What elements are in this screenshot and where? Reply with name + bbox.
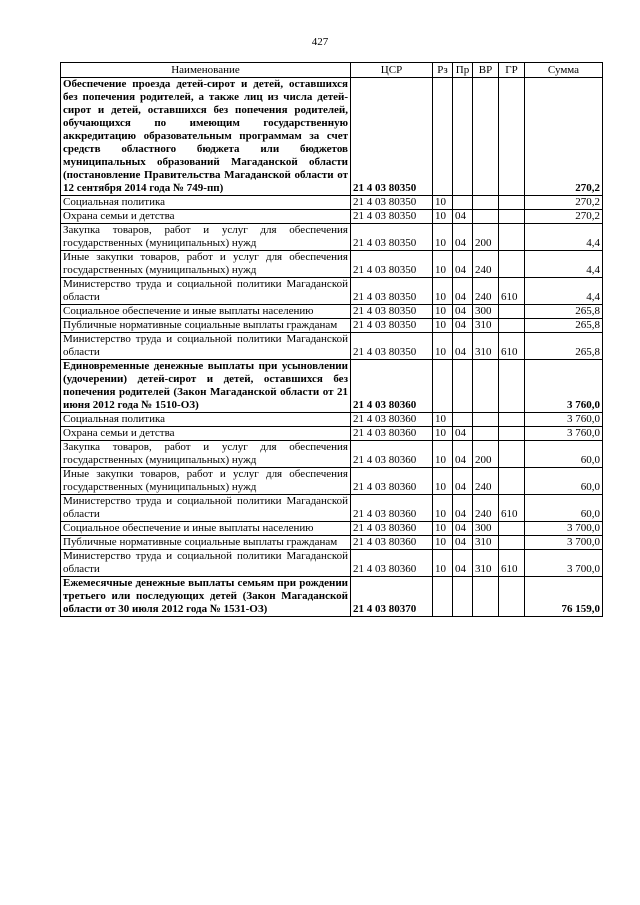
cell-sum: 265,8 — [525, 305, 603, 319]
cell-pr: 04 — [453, 278, 473, 305]
table-row — [61, 550, 603, 577]
cell-name: Социальное обеспечение и иные выплаты населению — [61, 305, 351, 319]
cell-name: Ежемесячные денежные выплаты семьям при рождении третьего или последующих детей (Закон Магаданской области от 30 июля 2012 года № 1531-ОЗ) — [61, 577, 351, 617]
header-name: Наименование — [61, 63, 351, 78]
cell-name: Охрана семьи и детства — [61, 210, 351, 224]
cell-name: Министерство труда и социальной политики Магаданской области — [61, 333, 351, 360]
header-gr: ГР — [499, 63, 525, 78]
cell-pr: 04 — [453, 536, 473, 550]
cell-gr — [499, 577, 525, 617]
cell-rz: 10 — [433, 319, 453, 333]
cell-rz — [433, 577, 453, 617]
budget-table — [60, 62, 603, 617]
table-row — [61, 78, 603, 196]
table-row — [61, 427, 603, 441]
cell-csr: 21 4 03 80360 — [351, 413, 433, 427]
cell-csr: 21 4 03 80350 — [351, 305, 433, 319]
cell-rz: 10 — [433, 495, 453, 522]
table-row — [61, 333, 603, 360]
cell-rz: 10 — [433, 224, 453, 251]
cell-pr: 04 — [453, 522, 473, 536]
cell-rz: 10 — [433, 550, 453, 577]
cell-name: Иные закупки товаров, работ и услуг для обеспечения государственных (муниципальных) нужд — [61, 251, 351, 278]
cell-sum: 265,8 — [525, 319, 603, 333]
cell-pr: 04 — [453, 495, 473, 522]
cell-sum: 3 700,0 — [525, 522, 603, 536]
cell-csr: 21 4 03 80370 — [351, 577, 433, 617]
cell-vr: 310 — [473, 536, 499, 550]
cell-rz: 10 — [433, 468, 453, 495]
cell-pr: 04 — [453, 427, 473, 441]
cell-vr: 240 — [473, 251, 499, 278]
cell-gr — [499, 224, 525, 251]
cell-gr — [499, 536, 525, 550]
cell-sum: 76 159,0 — [525, 577, 603, 617]
cell-vr: 310 — [473, 550, 499, 577]
cell-vr — [473, 210, 499, 224]
cell-pr: 04 — [453, 550, 473, 577]
cell-pr — [453, 577, 473, 617]
table-row — [61, 251, 603, 278]
cell-gr: 610 — [499, 550, 525, 577]
cell-sum: 3 700,0 — [525, 550, 603, 577]
cell-name: Социальное обеспечение и иные выплаты населению — [61, 522, 351, 536]
cell-rz: 10 — [433, 522, 453, 536]
cell-rz — [433, 78, 453, 196]
cell-gr — [499, 251, 525, 278]
header-sum: Сумма — [525, 63, 603, 78]
cell-vr: 310 — [473, 333, 499, 360]
cell-name: Министерство труда и социальной политики Магаданской области — [61, 550, 351, 577]
cell-csr: 21 4 03 80360 — [351, 495, 433, 522]
cell-gr — [499, 522, 525, 536]
table-header — [61, 63, 603, 78]
cell-gr — [499, 427, 525, 441]
cell-pr — [453, 196, 473, 210]
cell-csr: 21 4 03 80350 — [351, 278, 433, 305]
cell-sum: 265,8 — [525, 333, 603, 360]
cell-csr: 21 4 03 80350 — [351, 224, 433, 251]
cell-rz — [433, 360, 453, 413]
cell-vr — [473, 196, 499, 210]
header-rz: Рз — [433, 63, 453, 78]
cell-sum: 3 760,0 — [525, 413, 603, 427]
table-body — [61, 78, 603, 617]
cell-gr: 610 — [499, 278, 525, 305]
cell-vr: 300 — [473, 522, 499, 536]
cell-pr: 04 — [453, 441, 473, 468]
cell-pr: 04 — [453, 468, 473, 495]
cell-pr: 04 — [453, 333, 473, 360]
cell-pr — [453, 413, 473, 427]
cell-gr — [499, 78, 525, 196]
cell-sum: 3 760,0 — [525, 360, 603, 413]
cell-sum: 60,0 — [525, 468, 603, 495]
cell-rz: 10 — [433, 305, 453, 319]
cell-vr: 200 — [473, 224, 499, 251]
table-row — [61, 577, 603, 617]
cell-gr — [499, 210, 525, 224]
table-row — [61, 522, 603, 536]
cell-csr: 21 4 03 80360 — [351, 441, 433, 468]
cell-rz: 10 — [433, 536, 453, 550]
cell-csr: 21 4 03 80360 — [351, 427, 433, 441]
cell-vr — [473, 78, 499, 196]
table-row — [61, 319, 603, 333]
cell-rz: 10 — [433, 251, 453, 278]
cell-csr: 21 4 03 80360 — [351, 468, 433, 495]
cell-sum: 60,0 — [525, 441, 603, 468]
cell-vr: 310 — [473, 319, 499, 333]
cell-rz: 10 — [433, 278, 453, 305]
cell-gr — [499, 468, 525, 495]
cell-csr: 21 4 03 80350 — [351, 319, 433, 333]
cell-vr: 300 — [473, 305, 499, 319]
cell-pr: 04 — [453, 305, 473, 319]
table-row — [61, 224, 603, 251]
cell-gr — [499, 360, 525, 413]
cell-csr: 21 4 03 80360 — [351, 536, 433, 550]
cell-name: Социальная политика — [61, 413, 351, 427]
cell-csr: 21 4 03 80350 — [351, 196, 433, 210]
cell-vr — [473, 413, 499, 427]
cell-pr: 04 — [453, 319, 473, 333]
cell-sum: 3 700,0 — [525, 536, 603, 550]
cell-rz: 10 — [433, 210, 453, 224]
cell-csr: 21 4 03 80360 — [351, 522, 433, 536]
cell-name: Социальная политика — [61, 196, 351, 210]
cell-sum: 270,2 — [525, 78, 603, 196]
cell-sum: 4,4 — [525, 278, 603, 305]
cell-name: Охрана семьи и детства — [61, 427, 351, 441]
cell-csr: 21 4 03 80360 — [351, 550, 433, 577]
cell-gr — [499, 196, 525, 210]
cell-name: Закупка товаров, работ и услуг для обеспечения государственных (муниципальных) нужд — [61, 441, 351, 468]
table-row — [61, 468, 603, 495]
cell-vr: 240 — [473, 468, 499, 495]
cell-sum: 3 760,0 — [525, 427, 603, 441]
cell-gr: 610 — [499, 333, 525, 360]
header-csr: ЦСР — [351, 63, 433, 78]
cell-gr: 610 — [499, 495, 525, 522]
table-row — [61, 210, 603, 224]
cell-name: Иные закупки товаров, работ и услуг для обеспечения государственных (муниципальных) нужд — [61, 468, 351, 495]
table-row — [61, 441, 603, 468]
cell-gr — [499, 319, 525, 333]
cell-gr — [499, 413, 525, 427]
cell-sum: 60,0 — [525, 495, 603, 522]
table-row — [61, 536, 603, 550]
cell-csr: 21 4 03 80350 — [351, 251, 433, 278]
cell-vr — [473, 360, 499, 413]
table-row — [61, 413, 603, 427]
cell-sum: 270,2 — [525, 210, 603, 224]
cell-csr: 21 4 03 80350 — [351, 333, 433, 360]
table-row — [61, 278, 603, 305]
cell-gr — [499, 305, 525, 319]
table-row — [61, 196, 603, 210]
page-number: 427 — [311, 36, 329, 48]
cell-pr — [453, 360, 473, 413]
table-row — [61, 495, 603, 522]
cell-rz: 10 — [433, 196, 453, 210]
header-row — [61, 63, 603, 78]
cell-vr — [473, 577, 499, 617]
cell-rz: 10 — [433, 441, 453, 468]
table-row — [61, 360, 603, 413]
cell-pr: 04 — [453, 251, 473, 278]
cell-csr: 21 4 03 80350 — [351, 78, 433, 196]
cell-sum: 270,2 — [525, 196, 603, 210]
table-row — [61, 305, 603, 319]
cell-name: Публичные нормативные социальные выплаты гражданам — [61, 319, 351, 333]
cell-name: Министерство труда и социальной политики Магаданской области — [61, 495, 351, 522]
cell-csr: 21 4 03 80360 — [351, 360, 433, 413]
cell-name: Единовременные денежные выплаты при усыновлении (удочерении) детей-сирот и детей, оставшихся без попечения родителей (Закон Магаданской области от 21 июня 2012 года № 1510-ОЗ) — [61, 360, 351, 413]
header-pr: Пр — [453, 63, 473, 78]
cell-csr: 21 4 03 80350 — [351, 210, 433, 224]
cell-pr: 04 — [453, 210, 473, 224]
cell-vr — [473, 427, 499, 441]
cell-vr: 200 — [473, 441, 499, 468]
header-vr: ВР — [473, 63, 499, 78]
cell-vr: 240 — [473, 495, 499, 522]
cell-pr — [453, 78, 473, 196]
cell-gr — [499, 441, 525, 468]
cell-name: Обеспечение проезда детей-сирот и детей, оставшихся без попечения родителей, а также лиц из числа детей-сирот и детей, оставшихся без попечения родителей, обучающихся по имеющим государственную аккредитацию образовательным программам за счет средств областного бюджета или бюджетов муниципальных образований Магаданской области (постановление Правительства Магаданской области от 12 сентября 2014 года № 749-пп) — [61, 78, 351, 196]
cell-sum: 4,4 — [525, 224, 603, 251]
cell-rz: 10 — [433, 413, 453, 427]
cell-vr: 240 — [473, 278, 499, 305]
cell-rz: 10 — [433, 427, 453, 441]
cell-rz: 10 — [433, 333, 453, 360]
cell-sum: 4,4 — [525, 251, 603, 278]
cell-pr: 04 — [453, 224, 473, 251]
cell-name: Публичные нормативные социальные выплаты гражданам — [61, 536, 351, 550]
cell-name: Закупка товаров, работ и услуг для обеспечения государственных (муниципальных) нужд — [61, 224, 351, 251]
cell-name: Министерство труда и социальной политики Магаданской области — [61, 278, 351, 305]
